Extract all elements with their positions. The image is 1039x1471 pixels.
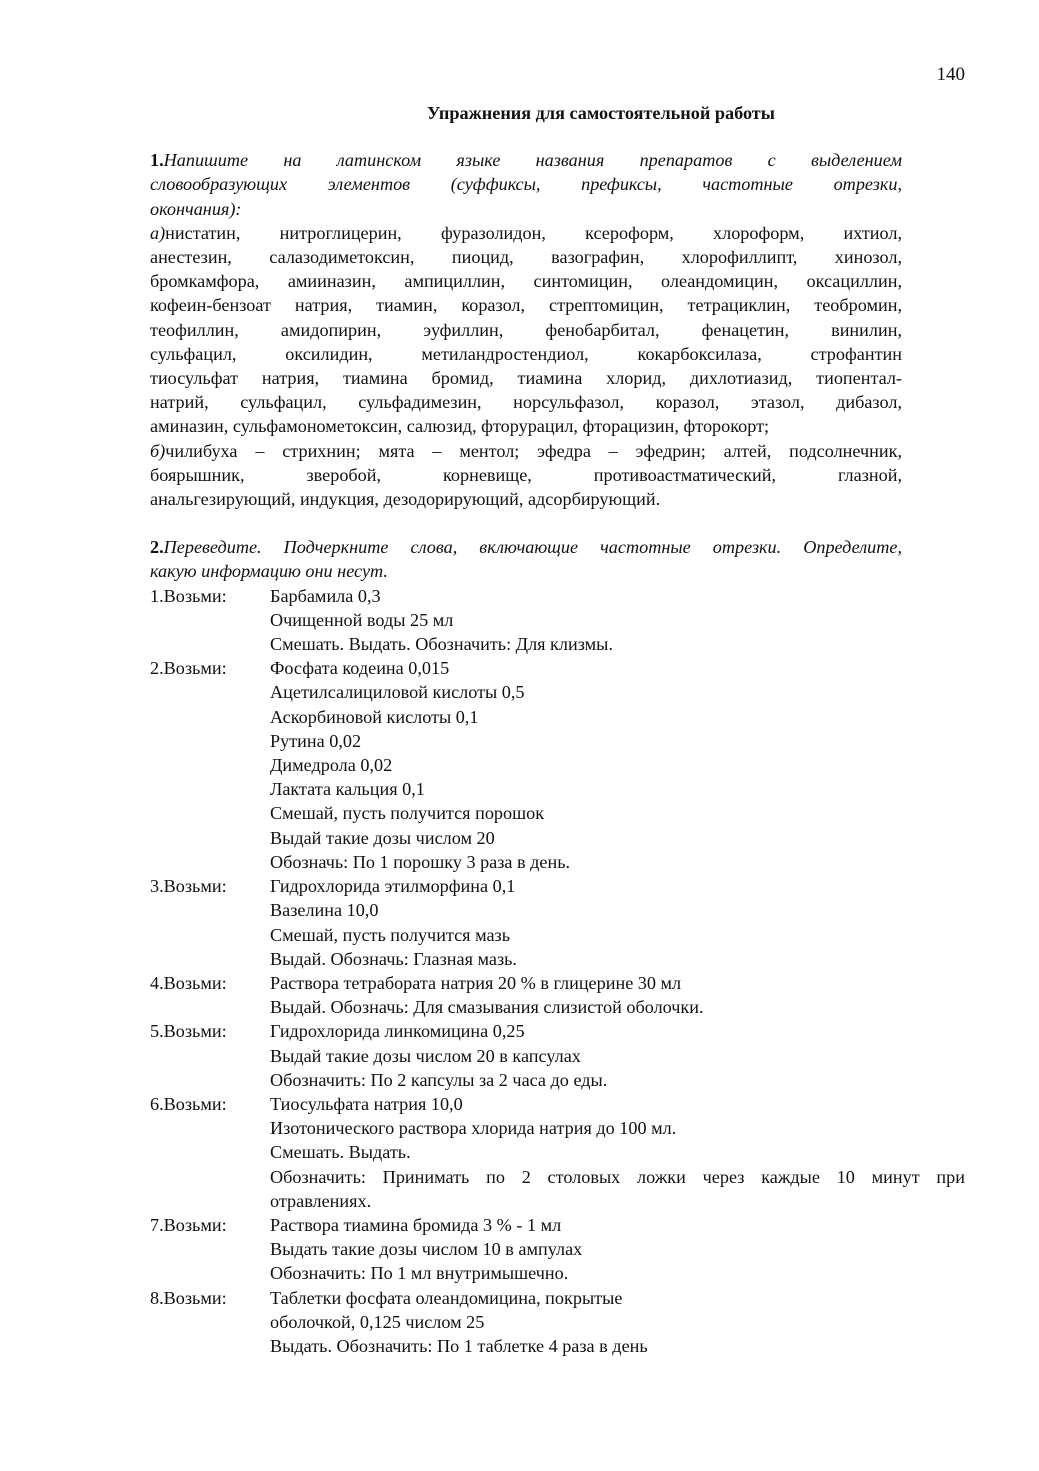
- drug-list-a-line: [150, 414, 902, 438]
- recipe-label: 1.Возьми:: [150, 585, 227, 606]
- exercise-2-instruction-line: [150, 535, 902, 559]
- recipe-lines: [270, 1019, 965, 1092]
- recipe-line: Выдай. Обозначь: Для смазывания слизистой оболочки.: [270, 997, 704, 1018]
- recipe: [150, 1019, 965, 1092]
- recipe-line: Смешать. Выдать.: [270, 1142, 411, 1163]
- recipe: [150, 971, 965, 1019]
- recipe: [150, 584, 965, 657]
- instruction-text: Напишите на латинском языке названия препаратов с выделением: [163, 150, 902, 171]
- recipe-line: Обозначь: По 1 порошку 3 раза в день.: [270, 851, 571, 872]
- recipe-line: Выдай такие дозы числом 20 в капсулах: [270, 1045, 581, 1066]
- recipe-lines: [270, 1286, 965, 1359]
- exercise-1-instruction-line: [150, 148, 902, 172]
- recipe: [150, 1092, 965, 1213]
- drug-list-a-line: [150, 269, 902, 293]
- exercise-1-instruction-line: окончания):: [150, 198, 242, 219]
- recipe-line: Вазелина 10,0: [270, 900, 379, 921]
- recipe-lines: [270, 971, 965, 1019]
- drug-list-a-text: нистатин, нитроглицерин, фуразолидон, ксероформ, хлороформ, ихтиол,: [165, 222, 902, 243]
- exercise-1-part-a: [150, 221, 902, 439]
- drug-list-a-line: [150, 318, 902, 342]
- recipe-line: Очищенной воды 25 мл: [270, 609, 454, 630]
- drug-list-a-line: [150, 221, 902, 245]
- drug-list-b-marker: б): [150, 440, 166, 461]
- recipe-label: 4.Возьми:: [150, 972, 227, 993]
- recipe-line: Выдать такие дозы числом 10 в ампулах: [270, 1239, 583, 1260]
- drug-list-a-marker: а): [150, 222, 166, 243]
- drug-list-b-text: боярышник, зверобой, корневище, противоастматический, глазной,: [150, 464, 902, 485]
- recipe-line: Лактата кальция 0,1: [270, 779, 425, 800]
- recipe-line: Гидрохлорида линкомицина 0,25: [270, 1021, 525, 1042]
- recipe-lines: [270, 874, 965, 971]
- recipe-lines: [270, 656, 965, 874]
- drug-list-b-line: [150, 487, 902, 511]
- recipe-lines: [270, 584, 965, 657]
- drug-list-a-text: натрий, сульфацил, сульфадимезин, норсульфазол, коразол, этазол, дибазол,: [150, 392, 902, 413]
- drug-list-a-line: [150, 390, 902, 414]
- recipe-label: 5.Возьми:: [150, 1021, 227, 1042]
- recipe-line: Аскорбиновой кислоты 0,1: [270, 706, 479, 727]
- recipe-line: Гидрохлорида этилморфина 0,1: [270, 876, 516, 897]
- recipe-line: Смешай, пусть получится мазь: [270, 924, 511, 945]
- recipe-label: 6.Возьми:: [150, 1093, 227, 1114]
- recipe-line: Обозначить: Принимать по 2 столовых ложки через каждые 10 минут при: [270, 1166, 965, 1187]
- drug-list-b-line: [150, 463, 902, 487]
- recipe-line: Димедрола 0,02: [270, 755, 393, 776]
- drug-list-a-text: тиосульфат натрия, тиамина бромид, тиамина хлорид, дихлотиазид, тиопентал-: [150, 368, 902, 389]
- recipe-line: Раствора тетрабората натрия 20 % в глицерине 30 мл: [270, 972, 682, 993]
- drug-list-a-line: [150, 245, 902, 269]
- recipe: [150, 656, 965, 874]
- recipe-line: Раствора тиамина бромида 3 % - 1 мл: [270, 1214, 562, 1235]
- recipe-line: отравлениях.: [270, 1190, 372, 1211]
- drug-list-a-text: бромкамфора, амииназин, ампициллин, синтомицин, олеандомицин, оксациллин,: [150, 271, 902, 292]
- recipe-line: Рутина 0,02: [270, 730, 362, 751]
- drug-list-b-text: чилибуха – стрихнин; мята – ментол; эфедра – эфедрин; алтей, подсолнечник,: [165, 440, 902, 461]
- recipe-label: 3.Возьми:: [150, 876, 227, 897]
- drug-list-a-line: [150, 366, 902, 390]
- recipe-line: Ацетилсалициловой кислоты 0,5: [270, 682, 525, 703]
- recipe-line: Тиосульфата натрия 10,0: [270, 1093, 463, 1114]
- drug-list-a-text: сульфацил, оксилидин, метиландростендиол, кокарбоксилаза, строфантин: [150, 343, 902, 364]
- recipe-line: Фосфата кодеина 0,015: [270, 658, 450, 679]
- exercise-2: [150, 535, 965, 1358]
- recipe-label: 7.Возьми:: [150, 1214, 227, 1235]
- drug-list-b-text: анальгезирующий, индукция, дезодорирующий, адсорбирующий.: [150, 489, 661, 510]
- drug-list-a-line: [150, 293, 902, 317]
- exercise-1-number: 1.: [150, 150, 164, 171]
- recipe-line: Выдай такие дозы числом 20: [270, 827, 495, 848]
- recipe-line: Выдай. Обозначь: Глазная мазь.: [270, 948, 517, 969]
- recipe-line: оболочкой, 0,125 числом 25: [270, 1311, 485, 1332]
- recipe-lines: [270, 1092, 965, 1213]
- recipe-label: 8.Возьми:: [150, 1287, 227, 1308]
- recipe-label: 2.Возьми:: [150, 658, 227, 679]
- drug-list-a-text: теофиллин, амидопирин, эуфиллин, фенобарбитал, фенацетин, винилин,: [150, 319, 902, 340]
- recipe-line: Обозначить: По 1 мл внутримышечно.: [270, 1263, 569, 1284]
- exercise-2-instruction-line: какую информацию они несут.: [150, 561, 388, 582]
- recipe-line: Изотонического раствора хлорида натрия до 100 мл.: [270, 1118, 677, 1139]
- exercise-2-number: 2.: [150, 537, 164, 558]
- recipe-list: [150, 584, 965, 1359]
- recipe: [150, 1213, 965, 1286]
- drug-list-a-text: аминазин, сульфамонометоксин, салюзид, фторурацил, фторацизин, фторокорт;: [150, 416, 770, 437]
- drug-list-a-text: кофеин-бензоат натрия, тиамин, коразол, стрептомицин, тетрациклин, теобромин,: [150, 295, 902, 316]
- recipe-line: Смешать. Выдать. Обозначить: Для клизмы.: [270, 634, 613, 655]
- recipe-line: Выдать. Обозначить: По 1 таблетке 4 раза в день: [270, 1335, 648, 1356]
- page-number: 140: [936, 64, 965, 85]
- exercise-1-instruction-line: словообразующих элементов (суффиксы, префиксы, частотные отрезки,: [150, 174, 902, 195]
- recipe-line: Барбамила 0,3: [270, 585, 381, 606]
- recipe: [150, 874, 965, 971]
- recipe: [150, 1286, 965, 1359]
- drug-list-b-line: [150, 439, 902, 463]
- drug-list-a-text: анестезин, салазодиметоксин, пиоцид, вазографин, хлорофиллипт, хинозол,: [150, 247, 902, 268]
- recipe-line: Обозначить: По 2 капсулы за 2 часа до еды.: [270, 1069, 608, 1090]
- page-content: [150, 101, 965, 1358]
- recipe-line: Смешай, пусть получится порошок: [270, 803, 545, 824]
- drug-list-a-line: [150, 342, 902, 366]
- exercise-1: [150, 148, 902, 511]
- instruction-text: Переведите. Подчеркните слова, включающие частотные отрезки. Определите,: [163, 537, 902, 558]
- page-title: Упражнения для самостоятельной работы: [427, 103, 775, 123]
- recipe-lines: [270, 1213, 965, 1286]
- exercise-1-part-b: [150, 439, 902, 512]
- recipe-line: Таблетки фосфата олеандомицина, покрытые: [270, 1287, 623, 1308]
